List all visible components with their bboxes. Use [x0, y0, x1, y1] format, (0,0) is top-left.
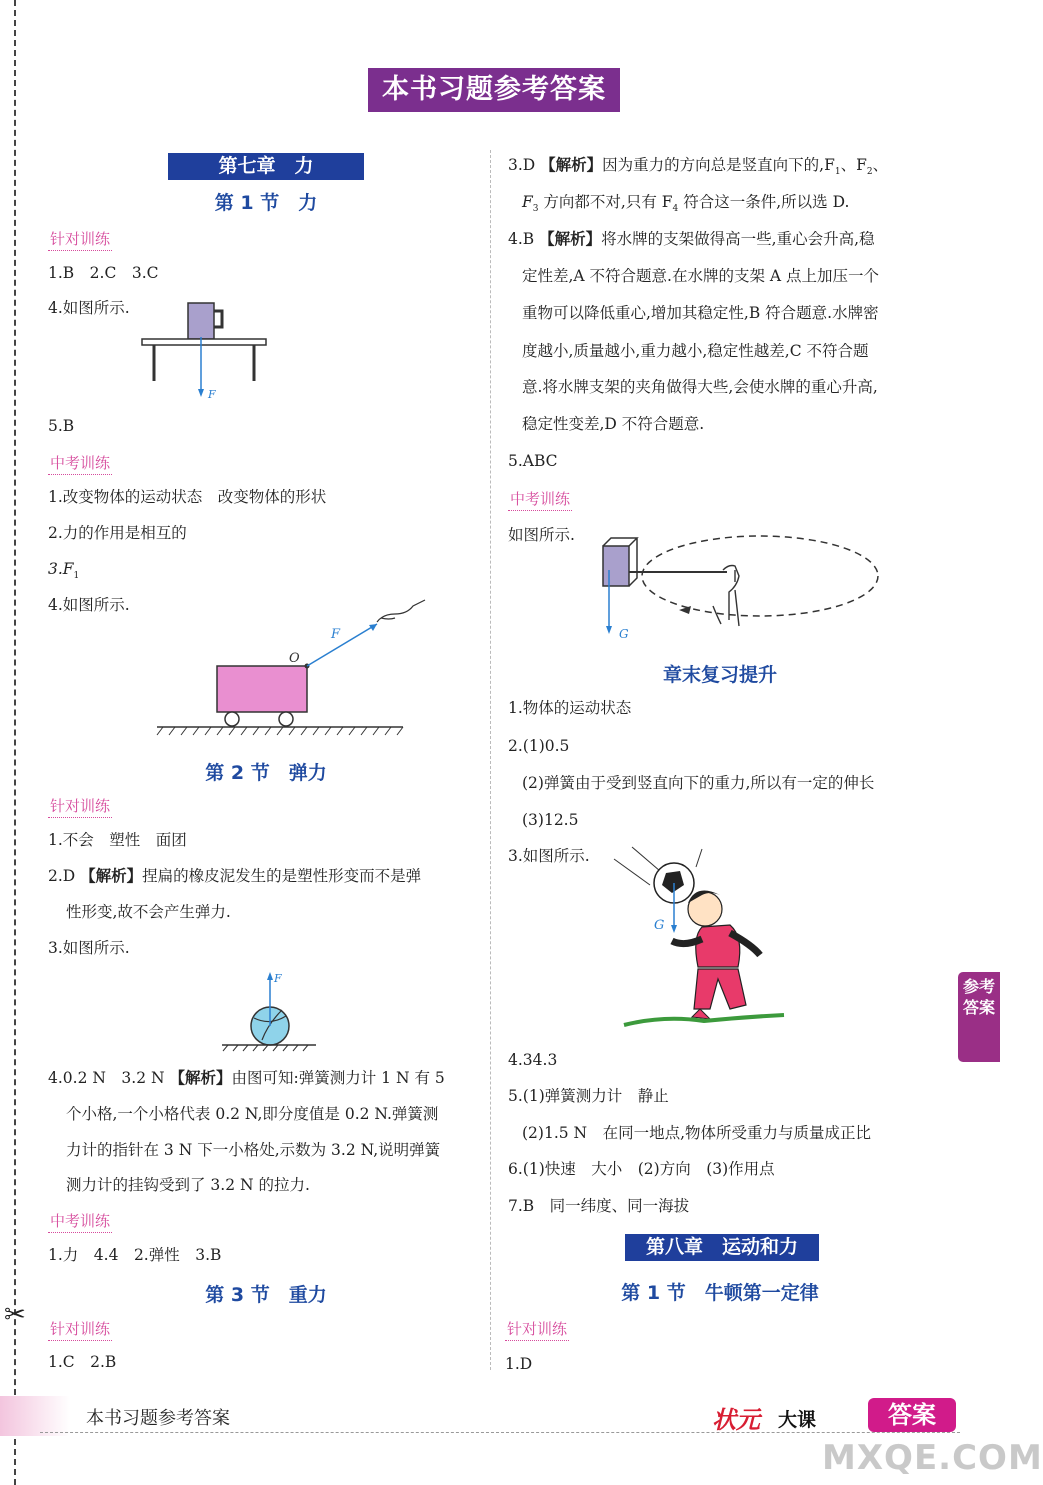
watermark-text: MXQE.COM	[822, 1438, 1043, 1478]
answer-line: 1.不会 塑性 面团	[48, 831, 187, 849]
exam-tag: 中考训练	[48, 452, 112, 475]
force-label: F	[208, 388, 216, 401]
answer-line: 测力计的挂钩受到了 3.2 N 的拉力.	[66, 1176, 310, 1194]
answer-line: 2.D 【解析】捏扁的橡皮泥发生的是塑性形变而不是弹	[48, 867, 422, 885]
svg-text:F: F	[274, 972, 282, 985]
answer-line: 如图所示.	[508, 526, 575, 544]
answer-line: 1.力 4.4 2.弹性 3.B	[48, 1246, 222, 1264]
answer-line: 1.改变物体的运动状态 改变物体的形状	[48, 488, 327, 506]
answer-line: 2.力的作用是相互的	[48, 524, 187, 542]
answer-line: 1.B 2.C 3.C	[48, 264, 159, 282]
answer-line: 4.如图所示.	[48, 596, 130, 614]
answer-line: 5.ABC	[508, 452, 558, 470]
practice-tag: 针对训练	[48, 795, 112, 818]
watermark-badge: 答案	[868, 1398, 956, 1432]
answer-line: 7.B 同一纬度、同一海拔	[508, 1197, 690, 1215]
scissors-icon: ✂	[4, 1300, 26, 1330]
chapter-8-header: 第八章 运动和力	[625, 1234, 819, 1261]
section-3-title: 第 3 节 重力	[205, 1284, 327, 1306]
answer-line: 2.(1)0.5	[508, 737, 570, 755]
answer-line: 3.D 【解析】因为重力的方向总是竖直向下的$,F_1$、$F_2$、	[508, 156, 889, 178]
answer-line: 5.B	[48, 417, 75, 435]
answer-line: 稳定性变差,D 不符合题意.	[522, 415, 705, 433]
answer-line: 性形变,故不会产生弹力.	[66, 903, 231, 921]
answer-line: 4.如图所示.	[48, 299, 130, 317]
answer-line: (2)弹簧由于受到竖直向下的重力,所以有一定的伸长	[522, 774, 875, 792]
section-1-title: 第 1 节 力	[214, 192, 318, 214]
brand-logo-text: 大课	[778, 1409, 817, 1431]
answer-line: 重物可以降低重心,增加其稳定性,B 符合题意.水牌密	[522, 304, 879, 322]
practice-tag: 针对训练	[48, 228, 112, 251]
footer-rule	[40, 1432, 960, 1433]
answer-line: 1.D	[505, 1355, 533, 1373]
ball-on-ground-figure	[218, 966, 318, 1056]
cart-pull-figure	[155, 598, 435, 743]
answer-line: 3.如图所示.	[48, 939, 130, 957]
chapter-review-title: 章末复习提升	[662, 664, 777, 686]
svg-text:G: G	[619, 627, 629, 641]
exam-tag: 中考训练	[508, 488, 572, 511]
answer-line: 6.(1)快速 大小 (2)方向 (3)作用点	[508, 1160, 775, 1178]
cut-line	[14, 0, 16, 1485]
svg-text:F: F	[331, 627, 341, 642]
answer-line: 1.C 2.B	[48, 1353, 117, 1371]
answer-line: 4.B 【解析】将水牌的支架做得高一些,重心会升高,稳	[508, 230, 875, 248]
svg-text:O: O	[289, 651, 300, 666]
chapter-7-header: 第七章 力	[168, 153, 364, 180]
answer-line: $F_3$ 方向都不对,只有 $F_4$ 符合这一条件,所以选 D.	[522, 193, 850, 215]
answer-line: (3)12.5	[522, 811, 579, 829]
cup-on-table-figure	[140, 295, 270, 405]
answer-line: 1.物体的运动状态	[508, 699, 632, 717]
answer-line: 定性差,A 不符合题意.在水牌的支架 A 点上加压一个	[522, 267, 880, 285]
circular-motion-figure	[595, 530, 885, 645]
answer-line: 4.0.2 N 3.2 N 【解析】由图可知:弹簧测力计 1 N 有 5	[48, 1069, 445, 1087]
answer-line: 意.将水牌支架的夹角做得大些,会使水牌的重心升高,	[522, 378, 878, 396]
answer-line: 5.(1)弹簧测力计 静止	[508, 1087, 669, 1105]
brand-logo: 状元	[712, 1405, 760, 1434]
answer-line: 个小格,一个小格代表 0.2 N,即分度值是 0.2 N.弹簧测	[66, 1105, 439, 1123]
section-2-title: 第 2 节 弹力	[205, 762, 327, 784]
answer-line: 力计的指针在 3 N 下一小格处,示数为 3.2 N,说明弹簧	[66, 1141, 441, 1159]
page-title: 本书习题参考答案	[368, 68, 620, 112]
exam-tag: 中考训练	[48, 1210, 112, 1233]
column-divider	[490, 150, 491, 1370]
answer-line: 3.如图所示.	[508, 847, 590, 865]
answer-side-tab: 参考答案	[958, 972, 1000, 1062]
answer-line: $3.F_1$	[48, 560, 80, 582]
footer-title: 本书习题参考答案	[86, 1408, 230, 1429]
footer-accent	[0, 1396, 70, 1436]
practice-tag: 针对训练	[48, 1318, 112, 1341]
chapter-8-section-1-title: 第 1 节 牛顿第一定律	[621, 1282, 819, 1304]
answer-line: (2)1.5 N 在同一地点,物体所受重力与质量成正比	[522, 1124, 872, 1142]
svg-text:G: G	[654, 918, 665, 933]
answer-line: 4.34.3	[508, 1051, 558, 1069]
practice-tag: 针对训练	[505, 1318, 569, 1341]
soccer-player-figure	[610, 845, 790, 1030]
answer-line: 度越小,质量越小,重力越小,稳定性越差,C 不符合题	[522, 342, 869, 360]
